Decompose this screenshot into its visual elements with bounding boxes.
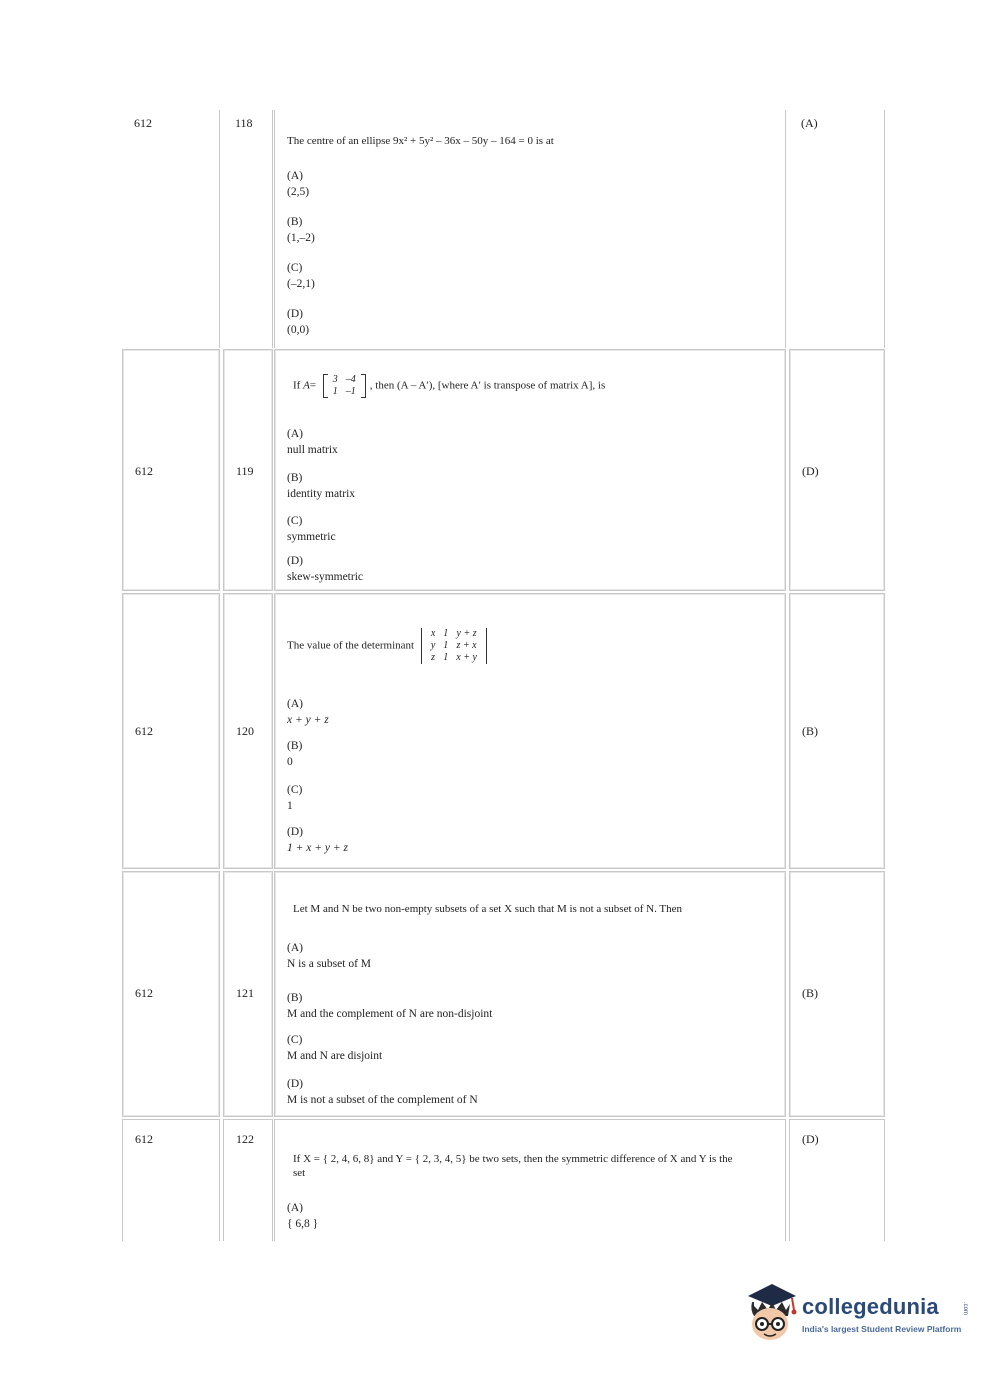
question-number: 121 bbox=[236, 986, 254, 1000]
paper-code-cell bbox=[122, 349, 220, 591]
option-c: (C) 1 bbox=[287, 784, 303, 812]
question-cell bbox=[274, 110, 786, 348]
table-row bbox=[122, 349, 886, 591]
paper-code: 612 bbox=[134, 116, 152, 130]
option-b: (B) identity matrix bbox=[287, 472, 356, 500]
option-a: (A) (2,5) bbox=[287, 170, 310, 198]
mascot-icon bbox=[742, 1280, 798, 1346]
question-number-cell bbox=[223, 1119, 273, 1241]
table-row bbox=[122, 871, 886, 1117]
question-text: If X = { 2, 4, 6, 8} and Y = { 2, 3, 4, 5} be two sets, then the symmetric difference of X and Y is the set bbox=[293, 1153, 733, 1179]
question-text: Let M and N be two non-empty subsets of a set X such that M is not a subset of N. Then bbox=[293, 903, 683, 915]
answer-key: (B) bbox=[802, 724, 818, 738]
table-row bbox=[122, 1119, 886, 1241]
answer-key: (B) bbox=[802, 986, 818, 1000]
option-a: (A) N is a subset of M bbox=[287, 942, 372, 970]
question-cell bbox=[274, 871, 786, 1117]
option-a: (A) { 6,8 } bbox=[287, 1202, 319, 1230]
question-cell bbox=[274, 349, 786, 591]
paper-code: 612 bbox=[135, 986, 153, 1000]
question-number: 118 bbox=[235, 116, 253, 130]
question-cell bbox=[274, 1119, 786, 1241]
table-row bbox=[122, 110, 886, 348]
paper-code: 612 bbox=[135, 1132, 153, 1146]
answer-key: (A) bbox=[801, 116, 818, 130]
question-number: 122 bbox=[236, 1132, 254, 1146]
question-text: The value of the determinant x 1 y + z y 1 z + x z 1 x + y bbox=[287, 628, 775, 664]
option-d: (D) (0,0) bbox=[287, 308, 310, 336]
answer-cell bbox=[789, 1119, 885, 1241]
table-row bbox=[122, 593, 886, 869]
option-c: (C) symmetric bbox=[287, 515, 336, 543]
option-c: (C) M and N are disjoint bbox=[287, 1034, 383, 1062]
brand-name: collegedunia bbox=[802, 1294, 939, 1319]
answer-key: (D) bbox=[802, 1132, 819, 1146]
brand-domain: .com bbox=[962, 1302, 968, 1316]
brand-tagline: India's largest Student Review Platform bbox=[802, 1324, 962, 1334]
option-d: (D) 1 + x + y + z bbox=[287, 826, 348, 854]
option-b: (B) M and the complement of N are non-disjoint bbox=[287, 992, 493, 1020]
option-a: (A) null matrix bbox=[287, 428, 338, 456]
paper-code-cell bbox=[122, 871, 220, 1117]
paper-code-cell bbox=[122, 593, 220, 869]
matrix: 3 –4 1 –1 bbox=[323, 374, 366, 398]
question-text: If A= 3 –4 1 –1 , then (A – A′), [where A′ is transpose of matrix A], is bbox=[293, 374, 606, 397]
question-number-cell bbox=[223, 349, 273, 591]
question-text: The centre of an ellipse 9x² + 5y² – 36x – 50y – 164 = 0 is at bbox=[287, 135, 554, 147]
paper-code: 612 bbox=[135, 724, 153, 738]
determinant: x 1 y + z y 1 z + x z 1 x + y bbox=[421, 628, 487, 664]
answer-cell bbox=[789, 349, 885, 591]
question-number: 120 bbox=[236, 724, 254, 738]
question-number-cell bbox=[223, 593, 273, 869]
question-number: 119 bbox=[236, 464, 254, 478]
option-b: (B) (1,–2) bbox=[287, 216, 315, 244]
brand-logo bbox=[742, 1280, 972, 1350]
option-d: (D) skew-symmetric bbox=[287, 555, 364, 583]
question-number-cell bbox=[223, 110, 273, 348]
answer-cell bbox=[789, 871, 885, 1117]
paper-code-cell bbox=[122, 110, 220, 348]
paper-code-cell bbox=[122, 1119, 220, 1241]
answer-key: (D) bbox=[802, 464, 819, 478]
answer-cell bbox=[789, 593, 885, 869]
option-c: (C) (–2,1) bbox=[287, 262, 315, 290]
option-b: (B) 0 bbox=[287, 740, 303, 768]
option-d: (D) M is not a subset of the complement of N bbox=[287, 1078, 478, 1106]
paper-code: 612 bbox=[135, 464, 153, 478]
option-a: (A) x + y + z bbox=[287, 698, 329, 726]
answer-cell bbox=[789, 110, 885, 348]
question-number-cell bbox=[223, 871, 273, 1117]
question-cell bbox=[274, 593, 786, 869]
